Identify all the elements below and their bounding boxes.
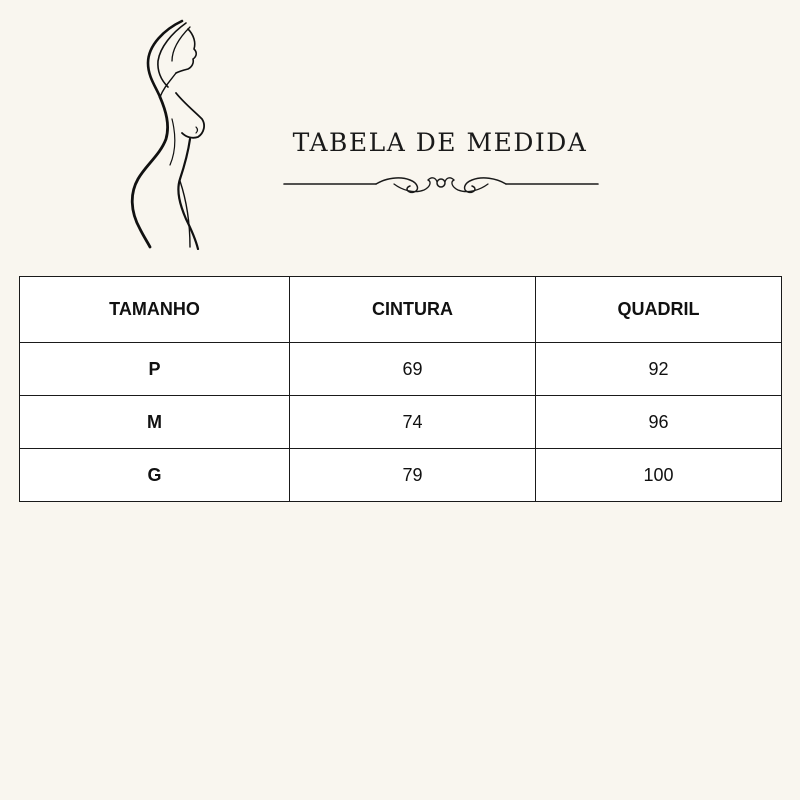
size-cell: G: [20, 449, 290, 502]
woman-silhouette-icon: [110, 15, 220, 250]
cintura-cell: 69: [290, 343, 536, 396]
quadril-cell: 92: [536, 343, 782, 396]
header-quadril: QUADRIL: [536, 277, 782, 343]
table-row: [20, 449, 782, 502]
flourish-divider-icon: [282, 170, 600, 198]
table-row: [20, 396, 782, 449]
header-tamanho: TAMANHO: [20, 277, 290, 343]
cintura-cell: 79: [290, 449, 536, 502]
size-cell: P: [20, 343, 290, 396]
quadril-cell: 100: [536, 449, 782, 502]
quadril-cell: 96: [536, 396, 782, 449]
size-cell: M: [20, 396, 290, 449]
header-cintura: CINTURA: [290, 277, 536, 343]
table-header-row: [20, 277, 782, 343]
page-title: TABELA DE MEDIDA: [292, 128, 588, 157]
size-table: [19, 276, 782, 502]
table-row: [20, 343, 782, 396]
cintura-cell: 74: [290, 396, 536, 449]
